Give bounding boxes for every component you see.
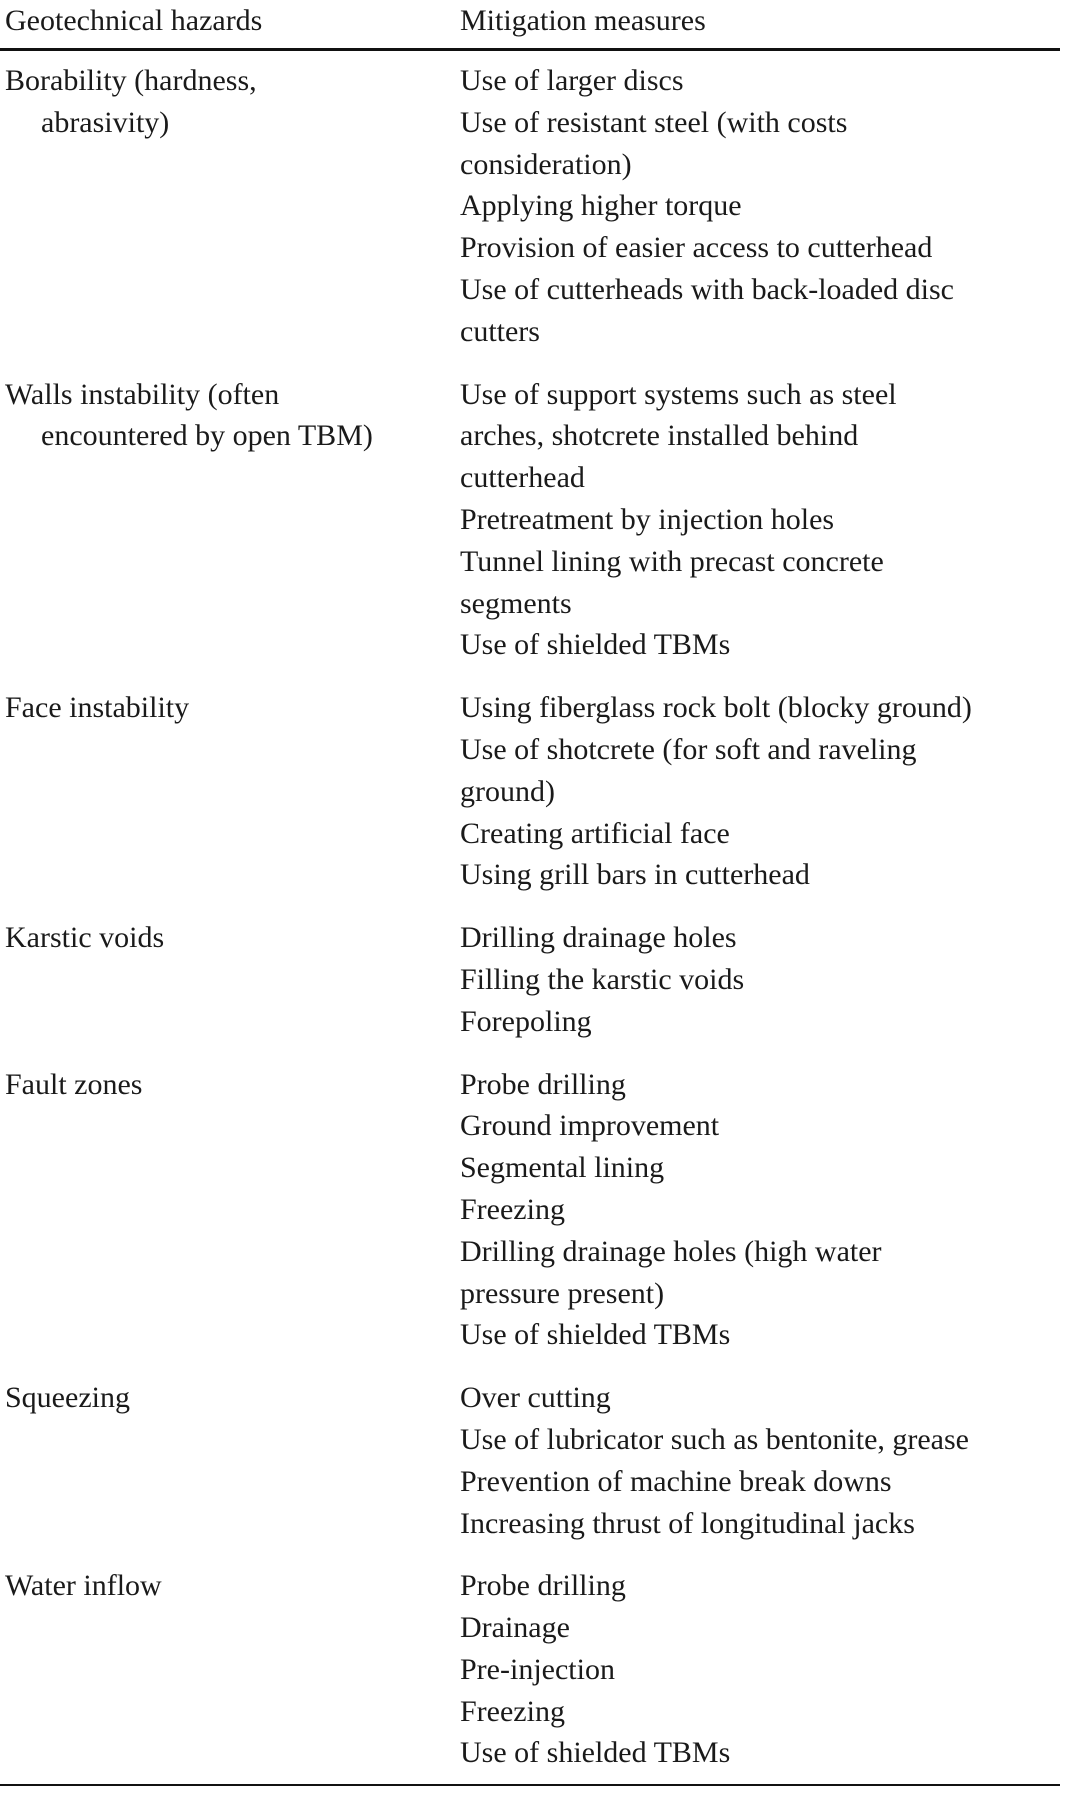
hazard-cell: Borability (hardness, abrasivity) bbox=[5, 64, 257, 139]
measures-cell bbox=[460, 60, 1060, 353]
measure-item: Ground improvement bbox=[460, 1109, 720, 1143]
table-row bbox=[0, 917, 1060, 1042]
hazard-cell: Fault zones bbox=[5, 1067, 143, 1101]
measure-item: Pretreatment by injection holes bbox=[460, 502, 835, 536]
table-row bbox=[0, 1064, 1060, 1357]
header-geotechnical-hazards: Geotechnical hazards bbox=[5, 4, 263, 37]
table-header bbox=[0, 0, 1060, 48]
measure-item: Using fiberglass rock bolt (blocky ground) bbox=[460, 691, 972, 725]
measure-item: Provision of easier access to cutterhead bbox=[460, 231, 933, 265]
measure-item: Use of shielded TBMs bbox=[460, 1736, 731, 1770]
measure-item: Use of support systems such as steel arches, shotcrete installed behind cutterhead bbox=[460, 377, 897, 495]
measure-item: Use of larger discs bbox=[460, 64, 684, 97]
measure-item: Drilling drainage holes (high water pressure present) bbox=[460, 1234, 882, 1310]
measure-item: Prevention of machine break downs bbox=[460, 1464, 892, 1498]
table-row bbox=[0, 1377, 1060, 1544]
hazard-cell: Walls instability (often encountered by open TBM) bbox=[5, 377, 373, 453]
measure-item: Use of lubricator such as bentonite, grease bbox=[460, 1422, 969, 1456]
measure-item: Drilling drainage holes bbox=[460, 921, 737, 955]
measure-item: Freezing bbox=[460, 1192, 565, 1226]
table-row bbox=[0, 374, 1060, 667]
measures-cell bbox=[460, 374, 1060, 667]
measure-item: Drainage bbox=[460, 1611, 570, 1645]
measure-item: Use of shielded TBMs bbox=[460, 628, 731, 662]
measures-cell bbox=[460, 917, 1060, 1042]
hazard-cell: Face instability bbox=[5, 691, 190, 725]
measure-item: Freezing bbox=[460, 1694, 565, 1728]
measure-item: Using grill bars in cutterhead bbox=[460, 858, 810, 892]
measures-cell bbox=[460, 1565, 1060, 1774]
bottom-rule bbox=[0, 1784, 1060, 1786]
measure-item: Applying higher torque bbox=[460, 189, 742, 223]
measures-cell bbox=[460, 1064, 1060, 1357]
measure-item: Over cutting bbox=[460, 1381, 611, 1415]
measure-item: Tunnel lining with precast concrete segments bbox=[460, 544, 884, 620]
measure-item: Use of shotcrete (for soft and raveling ground) bbox=[460, 732, 917, 808]
measure-item: Use of shielded TBMs bbox=[460, 1318, 731, 1352]
hazard-cell: Karstic voids bbox=[5, 921, 165, 955]
measure-item: Pre-injection bbox=[460, 1652, 615, 1686]
measure-item: Increasing thrust of longitudinal jacks bbox=[460, 1506, 915, 1540]
measure-item: Segmental lining bbox=[460, 1151, 665, 1185]
measure-item: Use of resistant steel (with costs consideration) bbox=[460, 105, 848, 181]
measure-item: Use of cutterheads with back-loaded disc cutters bbox=[460, 272, 954, 348]
table-row bbox=[0, 1565, 1060, 1774]
measure-item: Probe drilling bbox=[460, 1067, 626, 1101]
table-row bbox=[0, 60, 1060, 353]
measure-item: Filling the karstic voids bbox=[460, 962, 745, 996]
measures-cell bbox=[460, 1377, 1060, 1544]
header-mitigation-measures: Mitigation measures bbox=[460, 4, 706, 37]
measure-item: Forepoling bbox=[460, 1004, 592, 1038]
measure-item: Probe drilling bbox=[460, 1569, 626, 1603]
table-body bbox=[0, 60, 1060, 1795]
header-rule bbox=[0, 48, 1060, 51]
hazard-cell: Squeezing bbox=[5, 1381, 130, 1415]
table-row bbox=[0, 687, 1060, 896]
measure-item: Creating artificial face bbox=[460, 816, 730, 850]
hazard-cell: Water inflow bbox=[5, 1569, 162, 1603]
measures-cell bbox=[460, 687, 1060, 896]
